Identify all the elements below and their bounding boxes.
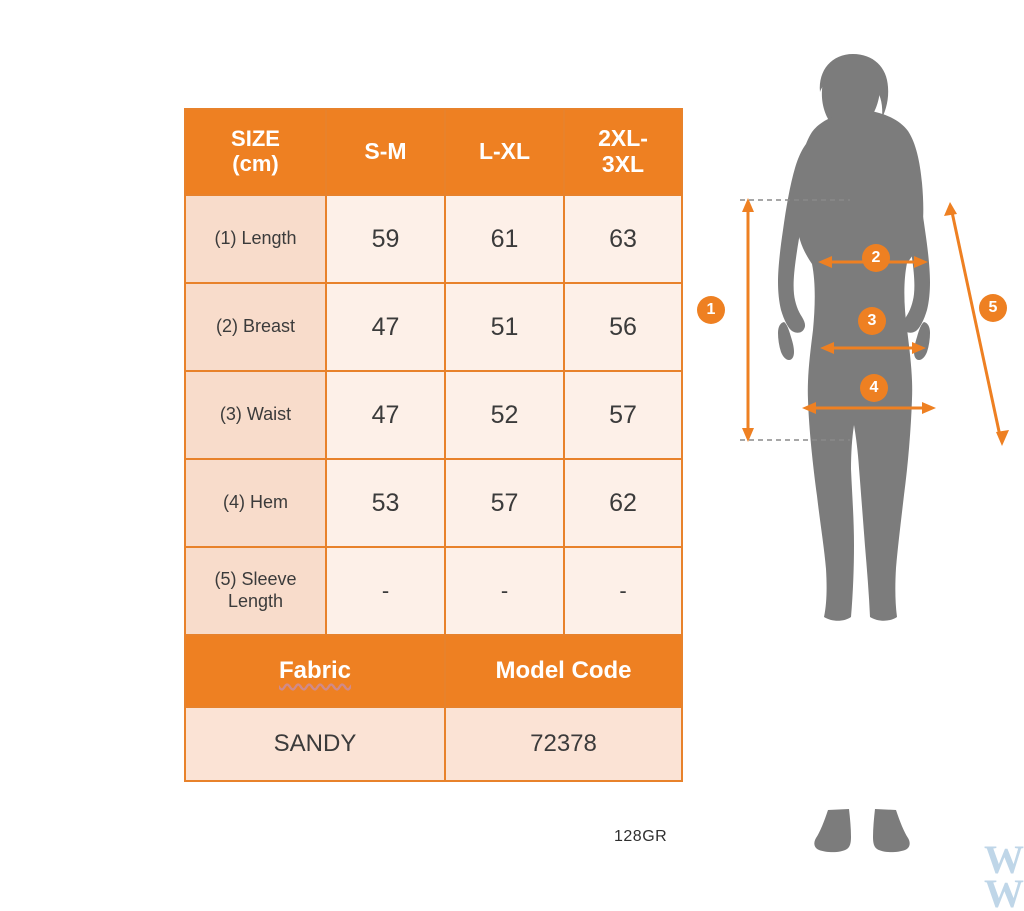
cell-waist-sm: 47 [326,371,445,459]
header-col-2xl-3xl-line1: 2XL- [598,125,648,152]
row-label-hem: (4) Hem [185,459,326,547]
badge-4: 4 [860,374,888,402]
cell-waist-2xl3xl: 57 [564,371,682,459]
cell-sleeve-lxl: - [445,547,564,635]
cell-waist-lxl: 52 [445,371,564,459]
table-row [185,283,682,371]
badge-3: 3 [858,307,886,335]
header-col-sm: S-M [326,109,445,195]
row-label-sleeve-length-line2: Length [227,591,284,611]
table-row [185,195,682,283]
badge-2: 2 [862,244,890,272]
table-footer-value-row [185,707,682,781]
cell-length-2xl3xl: 63 [564,195,682,283]
cell-sleeve-2xl3xl: - [564,547,682,635]
cell-breast-lxl: 51 [445,283,564,371]
table-header-row [185,109,682,195]
cell-sleeve-sm: - [326,547,445,635]
footer-header-fabric [185,635,445,707]
cell-breast-2xl3xl: 56 [564,283,682,371]
row-label-breast: (2) Breast [185,283,326,371]
header-col-lxl: L-XL [445,109,564,195]
measurement-figure-panel [700,40,1024,870]
header-col-2xl-3xl-line2: 3XL [601,151,645,177]
header-size-line1: SIZE [231,126,280,152]
cell-hem-sm: 53 [326,459,445,547]
footer-header-fabric-label: Fabric [278,657,352,684]
cell-length-sm: 59 [326,195,445,283]
header-col-2xl-3xl [564,109,682,195]
female-silhouette-icon [700,40,1024,870]
table-row [185,459,682,547]
footer-value-model-code: 72378 [445,707,682,781]
row-label-length: (1) Length [185,195,326,283]
table-row [185,547,682,635]
row-label-sleeve-length-line1: (5) Sleeve [214,569,297,590]
footer-header-model-code: Model Code [445,635,682,707]
header-size-line2: (cm) [232,151,279,176]
table-row [185,371,682,459]
arrow-sleeve-length [952,212,1000,436]
cell-hem-2xl3xl: 62 [564,459,682,547]
size-chart-table [184,108,683,782]
watermark-logo: W W [984,843,1024,909]
badge-5: 5 [979,294,1007,322]
cell-breast-sm: 47 [326,283,445,371]
header-size [185,109,326,195]
cell-length-lxl: 61 [445,195,564,283]
row-label-waist: (3) Waist [185,371,326,459]
row-label-sleeve-length [185,547,326,635]
cell-hem-lxl: 57 [445,459,564,547]
fabric-weight-note: 128GR [614,828,668,845]
badge-1: 1 [697,296,725,324]
table-footer-header-row [185,635,682,707]
footer-value-fabric: SANDY [185,707,445,781]
